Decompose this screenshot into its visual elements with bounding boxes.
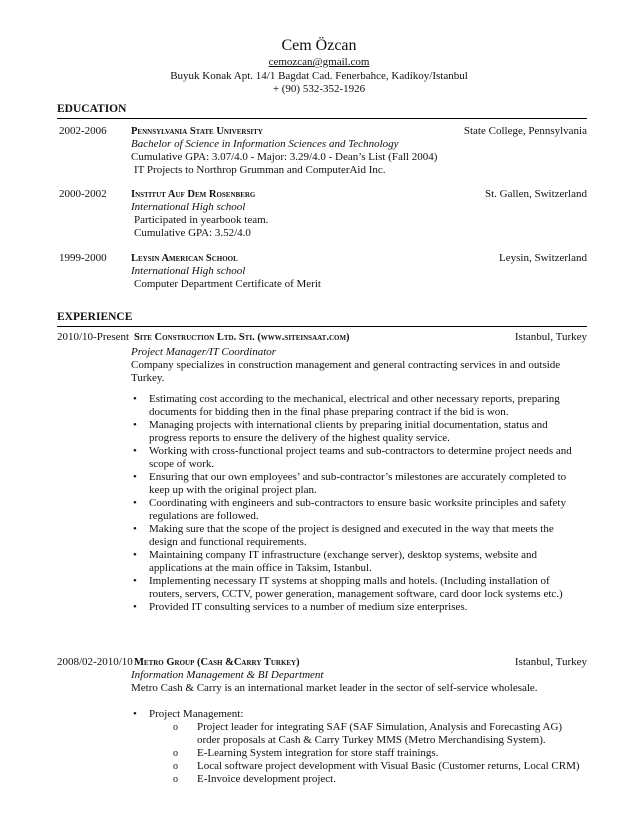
address: Buyuk Konak Apt. 14/1 Bagdat Cad. Fenerbahce, Kadikoy/Istanbul bbox=[170, 70, 468, 82]
entry-dates: 2010/10-Present bbox=[57, 331, 130, 343]
detail-line: Computer Department Certificate of Merit bbox=[134, 278, 321, 290]
sub-list-item: o Project leader for integrating SAF (SAF Simulation, Analysis and Forecasting AG) order proposals at Cash & Carry Turkey MMS (Metro Merchandising System). bbox=[173, 721, 581, 747]
list-item: • Managing projects with international clients by preparing initial documentation, status and progress reports to ensure the delivery of the highest quality service. bbox=[131, 419, 581, 445]
candidate-name: Cem Özcan bbox=[281, 37, 357, 54]
entry-dates: 2002-2006 bbox=[59, 125, 107, 137]
responsibility-list bbox=[131, 393, 581, 614]
degree: International High school bbox=[131, 201, 246, 213]
sub-list bbox=[149, 721, 581, 786]
entry-location: Istanbul, Turkey bbox=[514, 656, 587, 668]
experience-heading: EXPERIENCE bbox=[57, 311, 133, 323]
list-item: • Implementing necessary IT systems at shopping malls and hotels. (Including installation of routers, servers, CCTV, power generation, management software, card door lock systems etc.) bbox=[131, 575, 581, 601]
list-item: • Provided IT consulting services to a number of medium size enterprises. bbox=[131, 601, 581, 614]
list-item: • Making sure that the scope of the project is designed and executed in the way that meets the design and functional requirements. bbox=[131, 523, 581, 549]
company-name: Site Construction Ltd. Sti. (www.siteinsaat.com) bbox=[134, 332, 350, 343]
entry-location: Istanbul, Turkey bbox=[514, 331, 587, 343]
list-item: • Estimating cost according to the mechanical, electrical and other necessary reports, preparing documents for bidding then in the final phase preparing contract if the bid is won. bbox=[131, 393, 581, 419]
list-item: • Maintaining company IT infrastructure (exchange server), desktop systems, website and applications at the main office in Taksim, Istanbul. bbox=[131, 549, 581, 575]
education-divider bbox=[57, 118, 587, 119]
entry-location: State College, Pennsylvania bbox=[463, 125, 587, 137]
sub-list-item: o E-Invoice development project. bbox=[173, 773, 581, 786]
detail-line: IT Projects to Northrop Grumman and ComputerAid Inc. bbox=[134, 164, 386, 176]
entry-location: Leysin, Switzerland bbox=[499, 252, 587, 264]
degree: Bachelor of Science in Information Sciences and Technology bbox=[131, 138, 399, 150]
job-title: Project Manager/IT Coordinator bbox=[131, 346, 277, 358]
entry-dates: 2000-2002 bbox=[59, 188, 107, 200]
experience-divider bbox=[57, 326, 587, 327]
department: Information Management & BI Department bbox=[131, 669, 324, 681]
institution-name: Institut Auf Dem Rosenberg bbox=[131, 189, 256, 200]
list-item-heading: Project Management: bbox=[149, 708, 244, 720]
institution-name: Pennsylvania State University bbox=[131, 126, 263, 137]
sub-list-item: o E-Learning System integration for store staff trainings. bbox=[173, 747, 581, 760]
institution-name: Leysin American School bbox=[131, 253, 238, 264]
responsibility-list bbox=[131, 708, 581, 786]
detail-line: Participated in yearbook team. bbox=[134, 214, 269, 226]
sub-list-item: o Local software project development with Visual Basic (Customer returns, Local CRM) bbox=[173, 760, 581, 773]
list-item: • Coordinating with engineers and sub-contractors to ensure basic worksite principles and safety regulations are followed. bbox=[131, 497, 581, 523]
entry-dates: 2008/02-2010/10 bbox=[57, 656, 133, 668]
list-item bbox=[131, 708, 581, 786]
company-name: Metro Group (Cash &Carry Turkey) bbox=[134, 657, 300, 668]
phone-number: + (90) 532-352-1926 bbox=[272, 83, 366, 95]
education-heading: EDUCATION bbox=[57, 103, 127, 115]
email-link[interactable]: cemozcan@gmail.com bbox=[268, 56, 370, 68]
company-summary: Company specializes in construction management and general contracting services in and outside Turkey. bbox=[131, 359, 561, 384]
detail-line: Cumulative GPA: 3.52/4.0 bbox=[134, 227, 251, 239]
list-item: • Ensuring that our own employees’ and sub-contractor’s milestones are accurately completed to keep up with the original project plan. bbox=[131, 471, 581, 497]
entry-dates: 1999-2000 bbox=[59, 252, 107, 264]
company-summary: Metro Cash & Carry is an international market leader in the sector of self-service wholesale. bbox=[131, 682, 538, 694]
degree: International High school bbox=[131, 265, 246, 277]
list-item: • Working with cross-functional project teams and sub-contractors to determine project needs and scope of work. bbox=[131, 445, 581, 471]
detail-line: Cumulative GPA: 3.07/4.0 - Major: 3.29/4.0 - Dean’s List (Fall 2004) bbox=[131, 151, 438, 163]
entry-location: St. Gallen, Switzerland bbox=[484, 188, 587, 200]
